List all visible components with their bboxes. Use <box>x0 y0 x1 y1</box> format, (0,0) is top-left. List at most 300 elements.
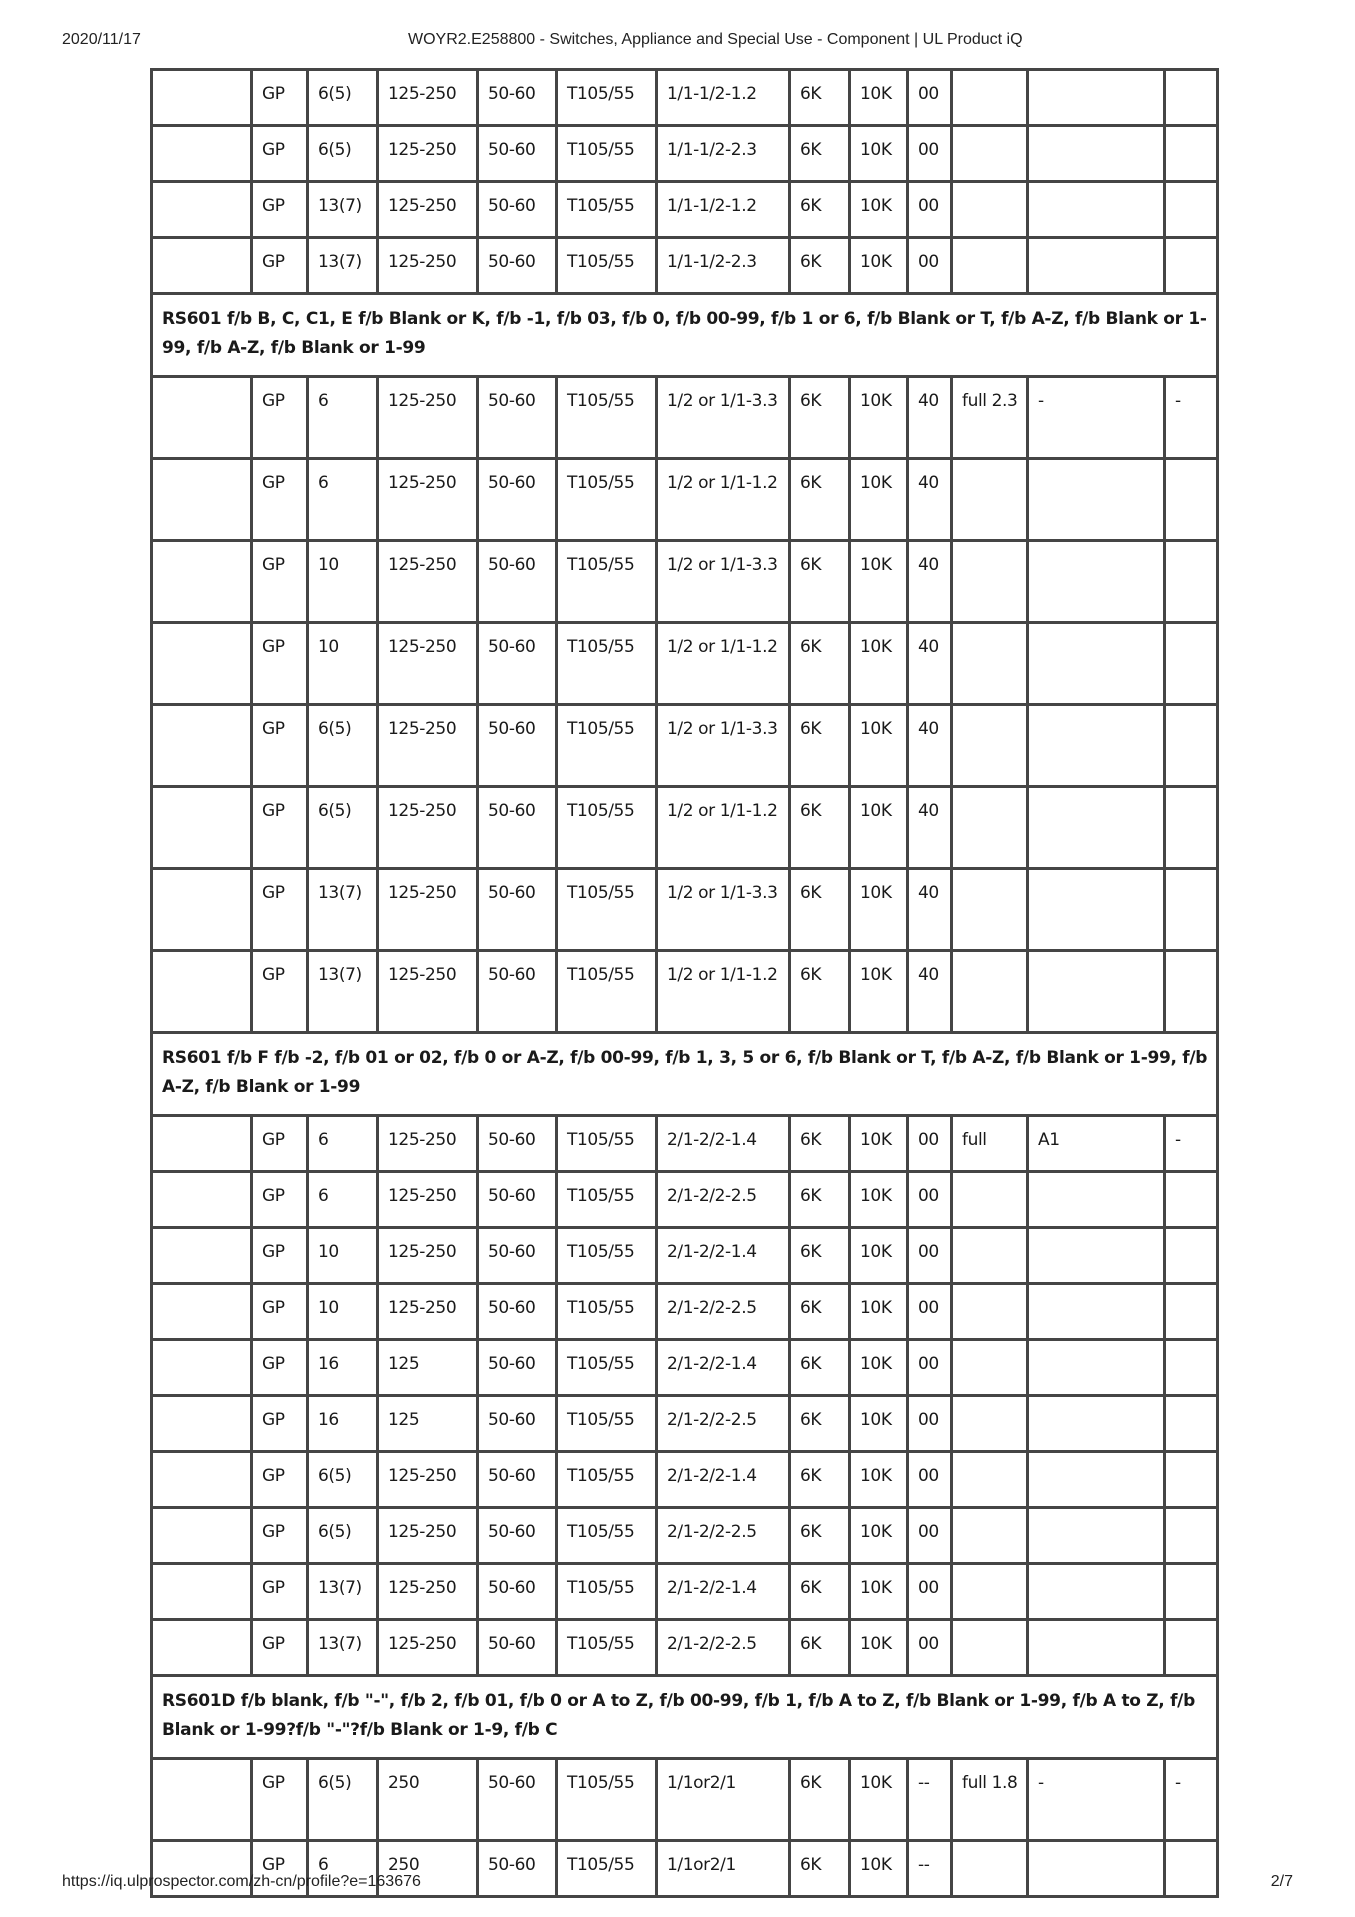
cell-note <box>1165 623 1218 705</box>
table-row <box>152 1340 1218 1396</box>
cell-amps: 10 <box>308 541 378 623</box>
cell-type: GP <box>252 1841 308 1897</box>
cell-note: - <box>1165 1759 1218 1841</box>
cell-endurance: 6K <box>790 238 850 294</box>
cell-type: GP <box>252 1620 308 1676</box>
cell-code: 00 <box>908 1620 952 1676</box>
cell-cycles: 10K <box>850 377 908 459</box>
cell-amps: 6 <box>308 459 378 541</box>
cell-hp <box>952 1620 1028 1676</box>
cell-volts: 125-250 <box>378 869 478 951</box>
cell-hp <box>952 541 1028 623</box>
cell-temp: T105/55 <box>557 1620 657 1676</box>
cell-hz: 50-60 <box>478 1620 557 1676</box>
cell-cycles: 10K <box>850 623 908 705</box>
cell-config: 1/2 or 1/1-1.2 <box>657 459 790 541</box>
table-row <box>152 238 1218 294</box>
cell-extra <box>1028 541 1165 623</box>
cell-code: 00 <box>908 1172 952 1228</box>
table-row <box>152 1759 1218 1841</box>
cell-note <box>1165 1228 1218 1284</box>
cell-model <box>152 126 252 182</box>
cell-volts: 125-250 <box>378 623 478 705</box>
cell-config: 2/1-2/2-1.4 <box>657 1116 790 1172</box>
cell-config: 2/1-2/2-2.5 <box>657 1396 790 1452</box>
cell-endurance: 6K <box>790 1508 850 1564</box>
cell-code: 40 <box>908 459 952 541</box>
cell-hz: 50-60 <box>478 182 557 238</box>
cell-hp: full <box>952 1116 1028 1172</box>
cell-config: 2/1-2/2-1.4 <box>657 1564 790 1620</box>
cell-endurance: 6K <box>790 1340 850 1396</box>
cell-hz: 50-60 <box>478 787 557 869</box>
cell-code: 40 <box>908 705 952 787</box>
cell-hp <box>952 1284 1028 1340</box>
cell-cycles: 10K <box>850 70 908 126</box>
cell-endurance: 6K <box>790 1116 850 1172</box>
cell-cycles: 10K <box>850 1396 908 1452</box>
cell-hp <box>952 1508 1028 1564</box>
section-heading: RS601D f/b blank, f/b "-", f/b 2, f/b 01, f/b 0 or A to Z, f/b 00-99, f/b 1, f/b A to Z, f/b Blank or 1-99, f/b A to Z, f/b Blank or 1-99?f/b "-"?f/b Blank or 1-9, f/b C <box>152 1676 1218 1759</box>
section-heading: RS601 f/b F f/b -2, f/b 01 or 02, f/b 0 or A-Z, f/b 00-99, f/b 1, 3, 5 or 6, f/b Blank or T, f/b A-Z, f/b Blank or 1-99, f/b A-Z, f/b Blank or 1-99 <box>152 1033 1218 1116</box>
cell-hz: 50-60 <box>478 1116 557 1172</box>
cell-hz: 50-60 <box>478 1759 557 1841</box>
cell-extra <box>1028 869 1165 951</box>
cell-amps: 6 <box>308 1172 378 1228</box>
cell-volts: 125-250 <box>378 1508 478 1564</box>
cell-temp: T105/55 <box>557 623 657 705</box>
cell-type: GP <box>252 623 308 705</box>
cell-amps: 6 <box>308 377 378 459</box>
cell-code: 00 <box>908 1396 952 1452</box>
cell-type: GP <box>252 1116 308 1172</box>
cell-code: 00 <box>908 1508 952 1564</box>
cell-cycles: 10K <box>850 787 908 869</box>
cell-hp <box>952 1841 1028 1897</box>
cell-model <box>152 1284 252 1340</box>
cell-note <box>1165 1172 1218 1228</box>
cell-temp: T105/55 <box>557 1396 657 1452</box>
cell-code: 00 <box>908 238 952 294</box>
cell-volts: 250 <box>378 1841 478 1897</box>
cell-note <box>1165 1841 1218 1897</box>
cell-endurance: 6K <box>790 1452 850 1508</box>
cell-config: 1/2 or 1/1-1.2 <box>657 787 790 869</box>
table-row <box>152 623 1218 705</box>
table-row <box>152 541 1218 623</box>
cell-note <box>1165 787 1218 869</box>
cell-hz: 50-60 <box>478 705 557 787</box>
cell-code: 40 <box>908 869 952 951</box>
ratings-table <box>150 68 1219 1898</box>
cell-endurance: 6K <box>790 182 850 238</box>
cell-extra <box>1028 1620 1165 1676</box>
cell-temp: T105/55 <box>557 869 657 951</box>
cell-temp: T105/55 <box>557 182 657 238</box>
table-row <box>152 459 1218 541</box>
table-row <box>152 1116 1218 1172</box>
cell-hz: 50-60 <box>478 951 557 1033</box>
cell-extra <box>1028 1228 1165 1284</box>
cell-type: GP <box>252 1340 308 1396</box>
cell-model <box>152 1564 252 1620</box>
cell-amps: 6(5) <box>308 126 378 182</box>
cell-extra <box>1028 1452 1165 1508</box>
cell-code: 00 <box>908 1228 952 1284</box>
cell-extra <box>1028 1564 1165 1620</box>
cell-type: GP <box>252 377 308 459</box>
cell-model <box>152 1396 252 1452</box>
cell-note <box>1165 1508 1218 1564</box>
cell-config: 1/1-1/2-1.2 <box>657 182 790 238</box>
cell-config: 2/1-2/2-2.5 <box>657 1620 790 1676</box>
cell-cycles: 10K <box>850 1116 908 1172</box>
cell-extra: - <box>1028 377 1165 459</box>
cell-config: 2/1-2/2-1.4 <box>657 1340 790 1396</box>
cell-endurance: 6K <box>790 1564 850 1620</box>
cell-temp: T105/55 <box>557 1228 657 1284</box>
cell-temp: T105/55 <box>557 238 657 294</box>
cell-code: 00 <box>908 1284 952 1340</box>
cell-model <box>152 1172 252 1228</box>
cell-volts: 125-250 <box>378 1228 478 1284</box>
cell-volts: 125-250 <box>378 126 478 182</box>
cell-extra <box>1028 951 1165 1033</box>
cell-config: 1/2 or 1/1-3.3 <box>657 705 790 787</box>
cell-hz: 50-60 <box>478 541 557 623</box>
cell-volts: 125-250 <box>378 1284 478 1340</box>
section-heading-row <box>152 1676 1218 1759</box>
cell-model <box>152 869 252 951</box>
cell-hz: 50-60 <box>478 70 557 126</box>
cell-note <box>1165 182 1218 238</box>
cell-amps: 13(7) <box>308 951 378 1033</box>
cell-model <box>152 1340 252 1396</box>
cell-code: 40 <box>908 787 952 869</box>
cell-volts: 125-250 <box>378 1116 478 1172</box>
cell-amps: 6 <box>308 1841 378 1897</box>
cell-config: 2/1-2/2-2.5 <box>657 1172 790 1228</box>
cell-hz: 50-60 <box>478 1508 557 1564</box>
cell-config: 1/1-1/2-2.3 <box>657 238 790 294</box>
cell-config: 2/1-2/2-1.4 <box>657 1228 790 1284</box>
section-heading-row <box>152 1033 1218 1116</box>
cell-code: 40 <box>908 623 952 705</box>
page-number: 2/7 <box>1270 1873 1293 1890</box>
cell-extra <box>1028 623 1165 705</box>
cell-cycles: 10K <box>850 459 908 541</box>
cell-type: GP <box>252 705 308 787</box>
cell-amps: 13(7) <box>308 869 378 951</box>
cell-hz: 50-60 <box>478 623 557 705</box>
cell-endurance: 6K <box>790 1228 850 1284</box>
cell-type: GP <box>252 1396 308 1452</box>
cell-temp: T105/55 <box>557 1116 657 1172</box>
table-row <box>152 1452 1218 1508</box>
cell-cycles: 10K <box>850 126 908 182</box>
table-row <box>152 1284 1218 1340</box>
cell-temp: T105/55 <box>557 705 657 787</box>
cell-model <box>152 238 252 294</box>
cell-type: GP <box>252 1284 308 1340</box>
cell-model <box>152 705 252 787</box>
cell-temp: T105/55 <box>557 1340 657 1396</box>
cell-extra <box>1028 1508 1165 1564</box>
cell-type: GP <box>252 126 308 182</box>
cell-type: GP <box>252 1228 308 1284</box>
cell-volts: 125-250 <box>378 541 478 623</box>
cell-amps: 13(7) <box>308 1564 378 1620</box>
section-heading: RS601 f/b B, C, C1, E f/b Blank or K, f/b -1, f/b 03, f/b 0, f/b 00-99, f/b 1 or 6, f/b Blank or T, f/b A-Z, f/b Blank or 1-99, f/b A-Z, f/b Blank or 1-99 <box>152 294 1218 377</box>
cell-note <box>1165 1284 1218 1340</box>
cell-hp <box>952 623 1028 705</box>
cell-code: 00 <box>908 1452 952 1508</box>
cell-endurance: 6K <box>790 951 850 1033</box>
cell-config: 2/1-2/2-2.5 <box>657 1508 790 1564</box>
cell-endurance: 6K <box>790 70 850 126</box>
cell-model <box>152 182 252 238</box>
cell-amps: 16 <box>308 1396 378 1452</box>
cell-hp <box>952 1228 1028 1284</box>
cell-amps: 6(5) <box>308 705 378 787</box>
cell-type: GP <box>252 70 308 126</box>
cell-code: 00 <box>908 70 952 126</box>
cell-hz: 50-60 <box>478 1284 557 1340</box>
table-row <box>152 1564 1218 1620</box>
cell-note: - <box>1165 1116 1218 1172</box>
cell-model <box>152 1508 252 1564</box>
cell-hz: 50-60 <box>478 1564 557 1620</box>
cell-hz: 50-60 <box>478 1172 557 1228</box>
cell-model <box>152 1759 252 1841</box>
cell-amps: 16 <box>308 1340 378 1396</box>
cell-type: GP <box>252 951 308 1033</box>
cell-endurance: 6K <box>790 787 850 869</box>
cell-note <box>1165 70 1218 126</box>
cell-endurance: 6K <box>790 1759 850 1841</box>
cell-temp: T105/55 <box>557 1841 657 1897</box>
cell-cycles: 10K <box>850 705 908 787</box>
cell-note <box>1165 238 1218 294</box>
cell-hp <box>952 1452 1028 1508</box>
cell-endurance: 6K <box>790 377 850 459</box>
cell-note <box>1165 951 1218 1033</box>
cell-endurance: 6K <box>790 623 850 705</box>
cell-endurance: 6K <box>790 1172 850 1228</box>
cell-config: 1/1-1/2-1.2 <box>657 70 790 126</box>
cell-hp <box>952 705 1028 787</box>
cell-config: 1/1or2/1 <box>657 1841 790 1897</box>
cell-extra: A1 <box>1028 1116 1165 1172</box>
cell-extra: - <box>1028 1759 1165 1841</box>
cell-endurance: 6K <box>790 1284 850 1340</box>
table-row <box>152 377 1218 459</box>
cell-config: 2/1-2/2-2.5 <box>657 1284 790 1340</box>
cell-amps: 6(5) <box>308 1452 378 1508</box>
cell-model <box>152 459 252 541</box>
cell-model <box>152 541 252 623</box>
cell-type: GP <box>252 459 308 541</box>
cell-extra <box>1028 182 1165 238</box>
cell-extra <box>1028 705 1165 787</box>
cell-endurance: 6K <box>790 459 850 541</box>
cell-volts: 125-250 <box>378 1452 478 1508</box>
cell-temp: T105/55 <box>557 70 657 126</box>
cell-cycles: 10K <box>850 1508 908 1564</box>
cell-cycles: 10K <box>850 1620 908 1676</box>
cell-note <box>1165 705 1218 787</box>
cell-extra <box>1028 1396 1165 1452</box>
page-title: WOYR2.E258800 - Switches, Appliance and Special Use - Component | UL Product iQ <box>408 31 1023 48</box>
cell-type: GP <box>252 541 308 623</box>
cell-cycles: 10K <box>850 951 908 1033</box>
cell-note: - <box>1165 377 1218 459</box>
cell-cycles: 10K <box>850 1564 908 1620</box>
cell-hp: full 2.3 <box>952 377 1028 459</box>
cell-hp <box>952 238 1028 294</box>
cell-endurance: 6K <box>790 541 850 623</box>
cell-cycles: 10K <box>850 1228 908 1284</box>
table-row <box>152 951 1218 1033</box>
cell-amps: 10 <box>308 1284 378 1340</box>
cell-amps: 13(7) <box>308 182 378 238</box>
cell-type: GP <box>252 869 308 951</box>
cell-type: GP <box>252 182 308 238</box>
cell-amps: 6 <box>308 1116 378 1172</box>
cell-config: 1/2 or 1/1-3.3 <box>657 869 790 951</box>
cell-amps: 6(5) <box>308 787 378 869</box>
cell-volts: 125-250 <box>378 1172 478 1228</box>
cell-cycles: 10K <box>850 1452 908 1508</box>
cell-type: GP <box>252 1564 308 1620</box>
cell-hp <box>952 126 1028 182</box>
cell-temp: T105/55 <box>557 126 657 182</box>
cell-hz: 50-60 <box>478 1340 557 1396</box>
cell-model <box>152 377 252 459</box>
cell-model <box>152 70 252 126</box>
cell-code: 40 <box>908 541 952 623</box>
cell-type: GP <box>252 787 308 869</box>
cell-cycles: 10K <box>850 1284 908 1340</box>
cell-config: 1/1-1/2-2.3 <box>657 126 790 182</box>
cell-hp <box>952 787 1028 869</box>
cell-extra <box>1028 1284 1165 1340</box>
cell-hp <box>952 182 1028 238</box>
cell-note <box>1165 1452 1218 1508</box>
cell-hp <box>952 869 1028 951</box>
cell-hp <box>952 1340 1028 1396</box>
cell-code: 40 <box>908 951 952 1033</box>
table-row <box>152 70 1218 126</box>
cell-cycles: 10K <box>850 1841 908 1897</box>
cell-amps: 6(5) <box>308 1508 378 1564</box>
table-row <box>152 869 1218 951</box>
cell-endurance: 6K <box>790 1620 850 1676</box>
cell-temp: T105/55 <box>557 1564 657 1620</box>
cell-endurance: 6K <box>790 869 850 951</box>
cell-type: GP <box>252 238 308 294</box>
cell-hp: full 1.8 <box>952 1759 1028 1841</box>
cell-volts: 125 <box>378 1340 478 1396</box>
cell-extra <box>1028 1340 1165 1396</box>
cell-volts: 125-250 <box>378 70 478 126</box>
cell-note <box>1165 1340 1218 1396</box>
cell-volts: 125 <box>378 1396 478 1452</box>
table-row <box>152 1396 1218 1452</box>
cell-volts: 125-250 <box>378 377 478 459</box>
cell-code: 00 <box>908 1340 952 1396</box>
cell-note <box>1165 1396 1218 1452</box>
cell-code: -- <box>908 1841 952 1897</box>
cell-temp: T105/55 <box>557 1452 657 1508</box>
table-row <box>152 126 1218 182</box>
cell-cycles: 10K <box>850 1340 908 1396</box>
cell-volts: 125-250 <box>378 182 478 238</box>
cell-temp: T105/55 <box>557 459 657 541</box>
cell-extra <box>1028 1841 1165 1897</box>
table-row <box>152 1172 1218 1228</box>
cell-note <box>1165 1620 1218 1676</box>
cell-note <box>1165 869 1218 951</box>
cell-endurance: 6K <box>790 1396 850 1452</box>
cell-extra <box>1028 238 1165 294</box>
cell-volts: 125-250 <box>378 459 478 541</box>
cell-temp: T105/55 <box>557 1172 657 1228</box>
cell-hp <box>952 70 1028 126</box>
cell-type: GP <box>252 1452 308 1508</box>
table-row <box>152 705 1218 787</box>
section-heading-row <box>152 294 1218 377</box>
cell-type: GP <box>252 1172 308 1228</box>
cell-model <box>152 623 252 705</box>
cell-endurance: 6K <box>790 705 850 787</box>
cell-amps: 6(5) <box>308 70 378 126</box>
cell-temp: T105/55 <box>557 377 657 459</box>
cell-hz: 50-60 <box>478 126 557 182</box>
cell-config: 1/2 or 1/1-1.2 <box>657 623 790 705</box>
cell-temp: T105/55 <box>557 1284 657 1340</box>
cell-amps: 13(7) <box>308 1620 378 1676</box>
cell-config: 1/2 or 1/1-3.3 <box>657 377 790 459</box>
cell-temp: T105/55 <box>557 787 657 869</box>
cell-model <box>152 1116 252 1172</box>
cell-extra <box>1028 126 1165 182</box>
cell-hp <box>952 1396 1028 1452</box>
cell-volts: 125-250 <box>378 705 478 787</box>
cell-code: -- <box>908 1759 952 1841</box>
cell-extra <box>1028 787 1165 869</box>
cell-volts: 125-250 <box>378 951 478 1033</box>
cell-cycles: 10K <box>850 1759 908 1841</box>
cell-extra <box>1028 1172 1165 1228</box>
cell-model <box>152 787 252 869</box>
cell-hp <box>952 459 1028 541</box>
cell-note <box>1165 541 1218 623</box>
cell-cycles: 10K <box>850 182 908 238</box>
table-row <box>152 182 1218 238</box>
cell-endurance: 6K <box>790 1841 850 1897</box>
cell-cycles: 10K <box>850 1172 908 1228</box>
cell-volts: 125-250 <box>378 1620 478 1676</box>
cell-extra <box>1028 70 1165 126</box>
cell-hz: 50-60 <box>478 1396 557 1452</box>
cell-volts: 125-250 <box>378 787 478 869</box>
cell-hz: 50-60 <box>478 459 557 541</box>
cell-endurance: 6K <box>790 126 850 182</box>
cell-hz: 50-60 <box>478 238 557 294</box>
cell-hz: 50-60 <box>478 377 557 459</box>
cell-amps: 13(7) <box>308 238 378 294</box>
